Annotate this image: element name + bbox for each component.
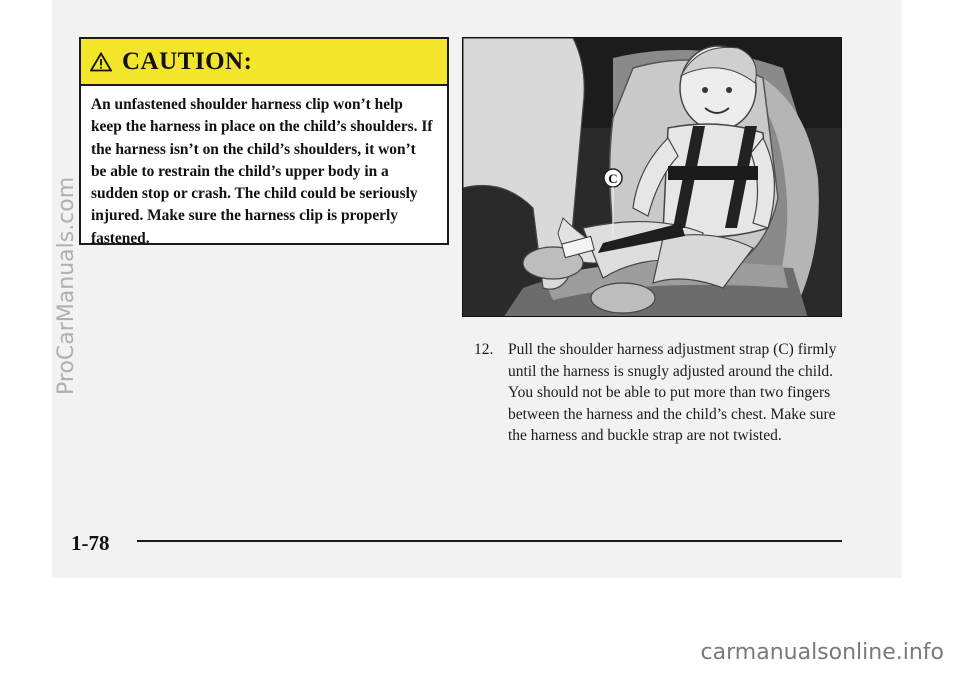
- side-watermark: ProCarManuals.com: [54, 176, 79, 395]
- bottom-watermark: carmanualsonline.info: [700, 640, 944, 665]
- caution-title: CAUTION:: [122, 47, 253, 75]
- step-number: 12.: [474, 341, 494, 358]
- page-number: 1-78: [71, 531, 110, 555]
- caution-header: [81, 39, 447, 86]
- caution-box: [79, 37, 449, 245]
- child-seat-harness-illustration: [462, 37, 842, 317]
- caution-text: An unfastened shoulder harness clip won’t help keep the harness in place on the child’s shoulders. If the harness isn’t on the child’s shoulders, it won’t be able to restrain the child’s upper body in a sudden stop or crash. The child could be seriously injured. Make sure the harness clip is properly fastened.: [91, 96, 433, 247]
- footer-divider: [137, 540, 842, 542]
- step-text: Pull the shoulder harness adjustment strap (C) firmly until the harness is snugly adjusted around the child. You should not be able to put more than two fingers between the harness and the child’s chest. Make sure the harness and buckle strap are not twisted.: [508, 341, 837, 445]
- callout-letter-c: C: [608, 171, 618, 186]
- warning-triangle-icon: [90, 52, 112, 72]
- instruction-step-12: [474, 339, 844, 447]
